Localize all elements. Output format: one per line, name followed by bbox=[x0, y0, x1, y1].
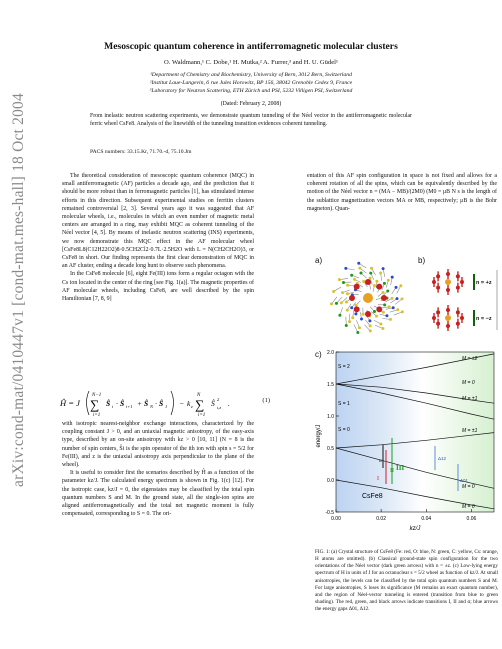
fe-atom bbox=[460, 316, 464, 320]
fe-atom bbox=[436, 310, 440, 314]
atom bbox=[399, 284, 402, 287]
svg-text:k: k bbox=[187, 399, 191, 408]
paragraph-hamiltonian-def: with isotropic nearest-neighbor exchange interactions, characterized by the coupling constant J > 0, and an uniaxial magnetic anisotropy, of the easy-axis type, described by an on-site anisotropy with kz > 0 [10, 11] (N = 8 is the number of spin centers, Ŝi is the spin operator of the ith ion with spin s = 5/2 for Fe(III), and z is the uniaxial anisotropy axis perpendicular to the plane of the wheel). bbox=[62, 421, 254, 469]
fe-atom bbox=[354, 306, 360, 312]
y-tick-label: 1.0 bbox=[327, 414, 334, 420]
atom bbox=[369, 324, 372, 327]
label-III: III bbox=[396, 464, 405, 472]
atom bbox=[373, 310, 376, 313]
panel-b-label: b) bbox=[418, 256, 426, 265]
atom bbox=[351, 316, 354, 319]
y-tick-label: 0.0 bbox=[327, 478, 334, 484]
y-tick-label: 0.5 bbox=[327, 446, 334, 452]
svg-text:z: z bbox=[191, 404, 193, 409]
svg-text:i=1: i=1 bbox=[93, 413, 101, 418]
y-tick-label: 1.5 bbox=[327, 382, 334, 388]
atom bbox=[382, 267, 385, 270]
panel-c-label: c) bbox=[315, 350, 322, 359]
svg-text:2: 2 bbox=[217, 397, 220, 402]
left-column bbox=[62, 172, 254, 303]
fe-atom bbox=[354, 284, 360, 290]
atom bbox=[375, 315, 378, 318]
atom bbox=[383, 282, 386, 285]
y-axis-label: energy/J bbox=[316, 424, 322, 448]
paragraph-neel-vector: entation of this AF spin configuration in space is not fixed and allows for a coherent rotation of all the spins, which can be equivalently described by the motion of the Néel vector n = (MA − MB)/(2M0) (M0 = μB N s is the length of the sublattice magnetization vectors MA or MB, respectively; μB is the Bohr magneton). Quan- bbox=[307, 173, 497, 212]
x-tick-label: 0.02 bbox=[376, 516, 387, 522]
atom bbox=[401, 310, 404, 313]
atom bbox=[375, 280, 378, 283]
fe-atom bbox=[446, 308, 450, 312]
label-delta12: Δ12 bbox=[438, 456, 447, 461]
fe-atom bbox=[436, 286, 440, 290]
fe-atom bbox=[436, 274, 440, 278]
atom bbox=[345, 324, 348, 327]
crystal-structure-image bbox=[326, 256, 416, 336]
label-delta01: Δ01 bbox=[460, 478, 469, 483]
fe-atom bbox=[446, 324, 450, 328]
atom bbox=[335, 302, 338, 305]
atom bbox=[390, 297, 393, 300]
atom bbox=[345, 300, 348, 303]
atom bbox=[368, 319, 371, 322]
affiliation-3: ³Laboratory for Neutron Scattering, ETH Zürich and PSI, 5232 Villigen PSI, Switzerland bbox=[149, 88, 353, 94]
atom bbox=[346, 292, 349, 295]
atom bbox=[338, 278, 341, 281]
atom bbox=[379, 272, 382, 275]
label-I: I bbox=[377, 476, 379, 482]
right-column bbox=[307, 172, 497, 213]
spin-configuration-image bbox=[426, 260, 502, 340]
atom bbox=[346, 309, 349, 312]
atom bbox=[340, 301, 343, 304]
atom bbox=[382, 311, 385, 314]
author-list: O. Waldmann,¹ C. Dobe,¹ H. Mutka,² A. Furrer,³ and H. U. Güdel¹ bbox=[164, 59, 338, 66]
fe-atom bbox=[349, 295, 355, 301]
label-II: II bbox=[390, 468, 394, 474]
cs-atom bbox=[363, 293, 373, 303]
hamiltonian-equation bbox=[56, 385, 270, 419]
label-m-0-middle: M = 0 bbox=[462, 484, 475, 490]
atom bbox=[392, 306, 395, 309]
atom bbox=[330, 302, 333, 305]
atom bbox=[350, 274, 353, 277]
atom bbox=[373, 284, 376, 287]
label-m-pm1-lower: M = ±1 bbox=[462, 428, 478, 434]
atom bbox=[348, 320, 351, 323]
atom bbox=[358, 326, 361, 329]
svg-text:Ŝ: Ŝ bbox=[211, 399, 215, 408]
y-tick-label: -0.5 bbox=[325, 510, 334, 516]
fe-atom bbox=[460, 280, 464, 284]
x-tick-label: 0.00 bbox=[331, 516, 341, 522]
left-column-lower bbox=[62, 420, 254, 518]
atom bbox=[362, 313, 365, 316]
atom bbox=[385, 314, 388, 317]
pacs-numbers: PACS numbers: 33.15.Kr, 71.70.-d, 75.10.Jm bbox=[90, 149, 192, 155]
x-tick-label: 0.04 bbox=[421, 516, 432, 522]
panel-a-label: a) bbox=[315, 256, 323, 265]
svg-text:i=1: i=1 bbox=[198, 413, 206, 418]
svg-text:Ŝ: Ŝ bbox=[120, 399, 125, 408]
atom bbox=[369, 329, 372, 332]
atom bbox=[396, 308, 399, 311]
atom bbox=[360, 318, 363, 321]
equation-graphic bbox=[56, 385, 270, 419]
fe-atom bbox=[432, 316, 436, 320]
svg-text:1: 1 bbox=[165, 404, 168, 409]
svg-text:i+1: i+1 bbox=[126, 404, 133, 409]
fe-atom bbox=[456, 322, 460, 326]
figure-caption: FIG. 1: (a) Crystal structure of CsFe8 (Fe: red, O: blue, N: green, C: yellow, Cs: orange, H atoms are omitted). (b) Classical ground-state spin configuration for the two orientations of the Néel vector (dark green arrows) with n = ±z. (c) Low-lying energy spectrum of H in units of J for an octanuclear s = 5/2 wheel as function of kz/J. At small anisotropies, the levels can be classified by the total spin quantum numbers S and M. For large anisotropies, S loses its significance (M remains an exact quantum number), and the region of Néel-vector tunneling is entered (transition from blue to green shading). The red, green, and black arrows indicate transitions I, II and α; blue arrows the energy gaps Δ01, Δ12. bbox=[315, 549, 498, 613]
atom bbox=[391, 276, 394, 279]
paper-title: Mesoscopic quantum coherence in antiferromagnetic molecular clusters bbox=[104, 41, 398, 52]
label-s0: S = 0 bbox=[338, 427, 350, 433]
atom bbox=[370, 267, 373, 270]
atom bbox=[386, 289, 389, 292]
atom bbox=[389, 318, 392, 321]
atom bbox=[341, 291, 344, 294]
cs-atom bbox=[445, 315, 451, 321]
fe-atom bbox=[376, 284, 382, 290]
fe-atom bbox=[456, 286, 460, 290]
atom bbox=[362, 280, 365, 283]
label-s2: S = 2 bbox=[338, 364, 350, 370]
atom bbox=[332, 290, 335, 293]
atom bbox=[369, 272, 372, 275]
svg-text:−: − bbox=[179, 399, 185, 408]
arxiv-stamp: arXiv:cond-mat/0410447v1 [cond-mat.mes-hall] 18 Oct 2004 bbox=[10, 93, 27, 487]
fe-atom bbox=[365, 279, 371, 285]
fe-atom bbox=[432, 280, 436, 284]
label-m-0-lower: M = 0 bbox=[462, 504, 475, 510]
svg-text:N: N bbox=[150, 404, 154, 409]
affiliation-1: ¹Department of Chemistry and Biochemistry, University of Bern, 3012 Bern, Switzerland bbox=[150, 72, 352, 78]
sample-label: CsFe8 bbox=[362, 493, 383, 500]
fe-atom bbox=[446, 288, 450, 292]
svg-text:Ŝ: Ŝ bbox=[106, 399, 111, 408]
x-tick-label: 0.06 bbox=[466, 516, 477, 522]
atom bbox=[353, 278, 356, 281]
y-tick-label: 2.0 bbox=[327, 350, 334, 356]
svg-text:+: + bbox=[137, 399, 143, 408]
atom bbox=[360, 271, 363, 274]
atom bbox=[342, 281, 345, 284]
atom bbox=[395, 286, 398, 289]
label-alpha: α bbox=[379, 459, 382, 464]
cs-atom bbox=[445, 279, 451, 285]
svg-text:Ŝ: Ŝ bbox=[144, 399, 149, 408]
atom bbox=[381, 327, 384, 330]
atom bbox=[358, 267, 361, 270]
svg-text:N−1: N−1 bbox=[92, 393, 102, 398]
label-m-0-upper: M = 0 bbox=[462, 380, 475, 386]
svg-text:∑: ∑ bbox=[195, 397, 205, 412]
atom bbox=[354, 312, 357, 315]
svg-text:.: . bbox=[228, 399, 230, 408]
atom bbox=[346, 284, 349, 287]
atom bbox=[383, 303, 386, 306]
n-minus-label: n = −z bbox=[476, 316, 492, 322]
paragraph-intro: The theoretical consideration of mesoscopic quantum coherence (MQC) in small antiferromagnetic (AF) particles a decade ago, and the prediction that it should be more robust than in ferromagnetic particles [1], has stimulated intense efforts in this direction. Subsequent experimental studies on ferritin clusters remained controversial [2, 3]. Several years ago it was suggested that AF molecular wheels, i.e., molecules in which an even number of magnetic metal centers are arranged in a ring, may exhibit MQC as coherent tunneling of the Néel vector [4, 5]. By means of inelastic neutron scattering (INS) experiments, we now demonstrate this MQC effect in the AF molecular wheel [CsFe8L8(C12H22O2)8·0.5CH2Cl2·0.7L·2.5H2O with L = N(CH2CH2O)3, or CsFe8 in short. Our finding represents the first clear demonstration of MQC in an AF cluster, ending a decade long hunt to observe such phenomena. bbox=[62, 173, 254, 270]
atom bbox=[369, 277, 372, 280]
fe-atom bbox=[376, 306, 382, 312]
paragraph-csfe8: In the CsFe8 molecule [6], eight Fe(III) ions form a regular octagon with the Cs ion located in the center of the ring [see Fig. 1(a)]. The magnetic properties of AF molecular wheels, including CsFe8, are well described by the spin Hamiltonian [7, 8, 9] bbox=[62, 271, 254, 303]
atom bbox=[338, 314, 341, 317]
fe-atom bbox=[365, 311, 371, 317]
atom bbox=[350, 306, 353, 309]
atom bbox=[395, 297, 398, 300]
date-line: (Dated: February 2, 2008) bbox=[220, 101, 282, 107]
atom bbox=[387, 279, 390, 282]
atom bbox=[388, 305, 391, 308]
svg-text:N: N bbox=[197, 393, 201, 398]
fe-atom bbox=[456, 274, 460, 278]
label-m-pm1-upper: M = ±1 bbox=[462, 396, 478, 402]
label-s1: S = 1 bbox=[338, 401, 350, 407]
atom bbox=[357, 262, 360, 265]
svg-text:·: · bbox=[155, 399, 157, 408]
svg-text:Ŝ: Ŝ bbox=[159, 399, 164, 408]
equation-number: (1) bbox=[262, 397, 270, 404]
atom bbox=[356, 331, 359, 334]
x-axis-label: kz/J bbox=[409, 526, 421, 532]
atom bbox=[379, 322, 382, 325]
svg-text:Ĥ = J: Ĥ = J bbox=[60, 398, 80, 408]
atom bbox=[400, 297, 403, 300]
atom bbox=[344, 267, 347, 270]
abstract: From inelastic neutron scattering experiments, we demonstrate quantum tunneling of the Néel vector in the antiferromagnetic molecular ferric wheel CsFe8. Analysis of the linewidth of the tunneling transition evidences coherent tunneling. bbox=[90, 113, 412, 127]
n-plus-label: n = +z bbox=[476, 280, 492, 286]
svg-text:i: i bbox=[112, 404, 114, 409]
paragraph-scenarios: It is useful to consider first the scenarios described by Ĥ as a function of the parameter kz/J. The calculated energy spectrum is shown in Fig. 1(c) [12]. For the isotropic case, kz/J = 0, the eigenstates may be classified by the total spin quantum numbers S and M. In the ground state, all the single-ion spins are aligned antiferromagnetically and the total net magnetic moment is fully compensated, corresponding to S = 0. The ori- bbox=[62, 470, 254, 518]
svg-text:i,z: i,z bbox=[217, 405, 222, 410]
fe-atom bbox=[456, 310, 460, 314]
svg-text:∑: ∑ bbox=[90, 397, 100, 412]
atom bbox=[355, 304, 358, 307]
fe-atom bbox=[381, 295, 387, 301]
svg-text:·: · bbox=[116, 399, 118, 408]
label-m-pm2: M = ±2 bbox=[462, 356, 478, 362]
fe-atom bbox=[446, 272, 450, 276]
affiliation-2: ²Institut Laue-Langevin, 6 rue Jules Horowitz, BP 156, 38042 Grenoble Cedex 9, France bbox=[149, 80, 353, 86]
fe-atom bbox=[436, 322, 440, 326]
atom bbox=[382, 291, 385, 294]
energy-spectrum-chart bbox=[314, 346, 500, 532]
